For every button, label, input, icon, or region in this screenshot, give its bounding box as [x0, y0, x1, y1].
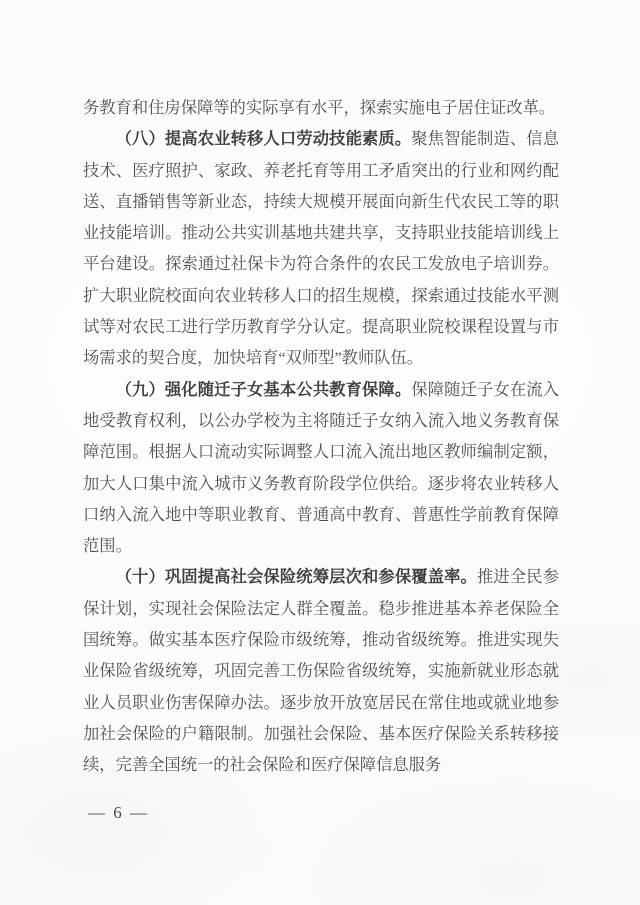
paragraph-body: 务教育和住房保障等的实际享有水平，探索实施电子居住证改革。: [83, 98, 556, 117]
paragraph-body: 保障随迁子女在流入地受教育权利，以公办学校为主将随迁子女纳入流入地义务教育保障范围。根据人口流动实际调整人口流入流出地区教师编制定额，加大人口集中流入城市义务教育阶段学位供给。逐步将农业转移人口纳入流入地中等职业教育、普通高中教育、普惠性学前教育保障范围。: [83, 379, 559, 556]
paragraph-continuation: [83, 92, 559, 123]
paragraph-body: 聚焦智能制造、信息技术、医疗照护、家政、养老托育等用工矛盾突出的行业和网约配送、直播销售等新业态，持续大规模开展面向新生代农民工等的职业技能培训。推动公共实训基地共建共享，支持职业技能培训线上平台建设。探索通过社保卡为符合条件的农民工发放电子培训券。扩大职业院校面向农业转移人口的招生规模，探索通过技能水平测试等对农民工进行学历教育学分认定。提高职业院校课程设置与市场需求的契合度，加快培育“双师型”教师队伍。: [83, 129, 559, 368]
paragraph-section-8: [83, 123, 559, 373]
section-heading-9: （九）强化随迁子女基本公共教育保障。: [115, 379, 412, 399]
section-heading-8: （八）提高农业转移人口劳动技能素质。: [115, 129, 412, 149]
document-text-block: [83, 92, 559, 781]
section-heading-10: （十）巩固提高社会保险统筹层次和参保覆盖率。: [115, 567, 477, 587]
paragraph-body: 推进全民参保计划，实现社会保险法定人群全覆盖。稳步推进基本养老保险全国统筹。做实基本医疗保险市级统筹，推动省级统筹。推进实现失业保险省级统筹，巩固完善工伤保险省级统筹，实施新就业形态就业人员职业伤害保障办法。逐步放开放宽居民在常住地或就业地参加社会保险的户籍限制。加强社会保险、基本医疗保险关系转移接续，完善全国统一的社会保险和医疗保障信息服务: [83, 567, 559, 775]
page-number: — 6 —: [88, 803, 149, 822]
paragraph-section-9: [83, 374, 559, 562]
paragraph-section-10: [83, 561, 559, 780]
